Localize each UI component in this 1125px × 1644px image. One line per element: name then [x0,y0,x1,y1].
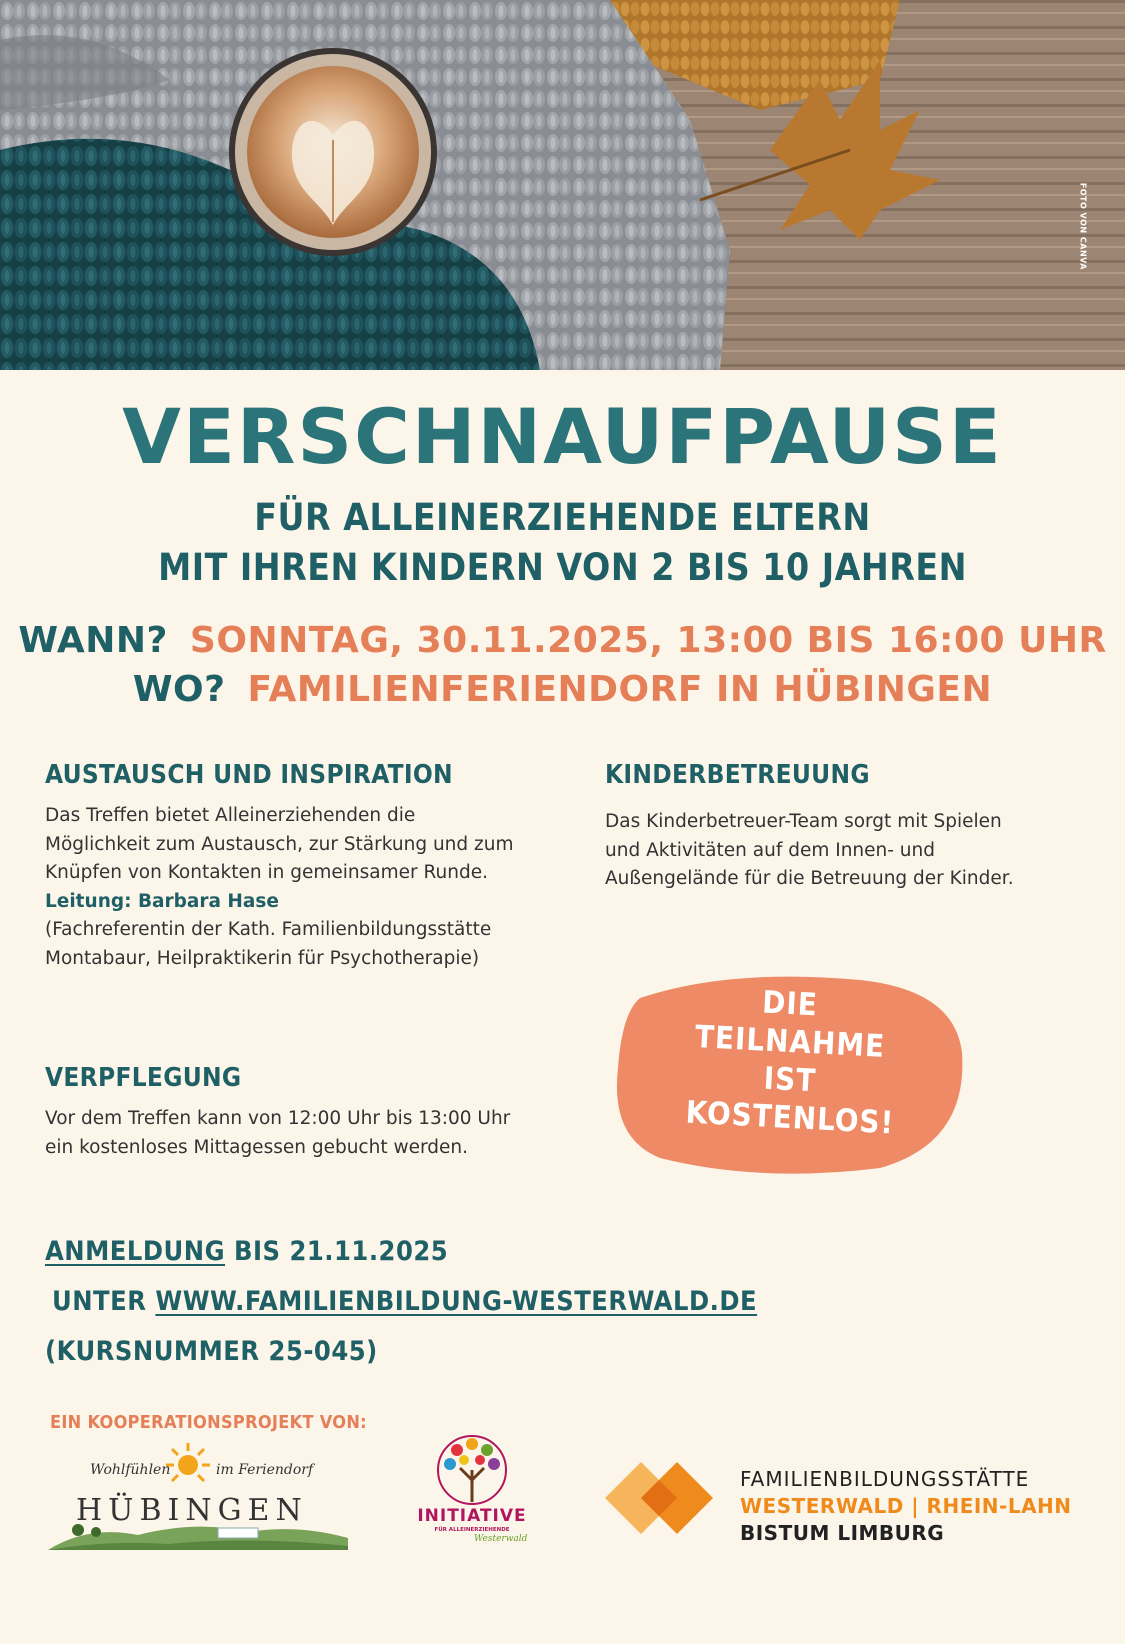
section-kinderbetreuung [605,760,1025,894]
registration-deadline [45,1236,448,1267]
subtitle-line-2: MIT IHREN KINDERN VON 2 BIS 10 JAHREN [158,546,967,589]
section-austausch [45,760,515,973]
partners-heading: EIN KOOPERATIONSPROJEKT VON: [50,1412,367,1433]
section-verpflegung-body: Vor dem Treffen kann von 12:00 Uhr bis 13:00 Uhr ein kostenloses Mittagessen gebucht werden. [45,1108,511,1158]
registration-via: UNTER [52,1286,156,1317]
photo-credit: FOTO VON CANVA [1078,182,1087,270]
badge-line-4: KOSTENLOS! [684,1094,896,1142]
where-value: FAMILIENFERIENDORF IN HÜBINGEN [247,669,993,710]
event-when [0,620,1125,661]
subtitle-line-1: FÜR ALLEINERZIEHENDE ELTERN [254,496,871,539]
registration-label: ANMELDUNG [45,1236,226,1267]
section-verpflegung-heading: VERPFLEGUNG [45,1063,242,1093]
when-value: SONNTAG, 30.11.2025, 13:00 BIS 16:00 UHR [189,620,1107,661]
page-title: VERSCHNAUFPAUSE [122,392,1003,481]
section-austausch-lead: Leitung: Barbara Hase [45,890,279,912]
initiative-name: INITIATIVE [417,1506,527,1526]
badge-text [610,984,970,1142]
event-where [0,669,1125,710]
badge-line-1: DIE [761,984,819,1024]
huebingen-script-left: Wohlfühlen [90,1462,171,1478]
badge-line-3: IST [762,1060,818,1100]
header-photo [0,0,1125,370]
section-austausch-lead-note: (Fachreferentin der Kath. Familienbildungsstätte Montabaur, Heilpraktikerin für Psychotherapie) [45,919,492,969]
fbs-diamond-logo [605,1462,715,1534]
fbs-line-1: FAMILIENBILDUNGSSTÄTTE [740,1467,1030,1491]
section-kinder-body: Das Kinderbetreuer-Team sorgt mit Spielen und Aktivitäten auf dem Innen- und Außengelände für die Betreuung der Kinder. [605,811,1014,889]
registration-date: BIS 21.11.2025 [225,1236,449,1267]
badge-line-2: TEILNAHME [694,1019,886,1065]
fbs-line-2: WESTERWALD | RHEIN-LAHN [740,1494,1072,1518]
fbs-line-3: BISTUM LIMBURG [740,1521,945,1545]
tree-icon [412,1428,532,1508]
initiative-logo [412,1428,532,1553]
huebingen-logo [48,1440,348,1550]
initiative-region: Westerwald [474,1534,528,1544]
initiative-tagline: FÜR ALLEINERZIEHENDE [434,1527,510,1533]
cozy-coffee-illustration [0,0,1125,370]
course-number: (KURSNUMMER 25-045) [45,1336,378,1367]
registration-url-line [52,1286,757,1317]
section-kinder-heading: KINDERBETREUUNG [605,760,870,790]
where-label: WO? [132,669,226,710]
huebingen-script-right: im Feriendorf [216,1462,314,1478]
fbs-text [740,1467,1072,1545]
section-verpflegung [45,1063,515,1162]
section-austausch-body: Das Treffen bietet Alleinerziehenden die Möglichkeit zum Austausch, zur Stärkung und zum Knüpfen von Kontakten in gemeinsamer Runde. [45,805,514,883]
registration-url-link[interactable]: WWW.FAMILIENBILDUNG-WESTERWALD.DE [155,1286,758,1317]
section-austausch-heading: AUSTAUSCH UND INSPIRATION [45,760,453,790]
when-label: WANN? [18,620,168,661]
huebingen-name: HÜBINGEN [76,1493,308,1528]
